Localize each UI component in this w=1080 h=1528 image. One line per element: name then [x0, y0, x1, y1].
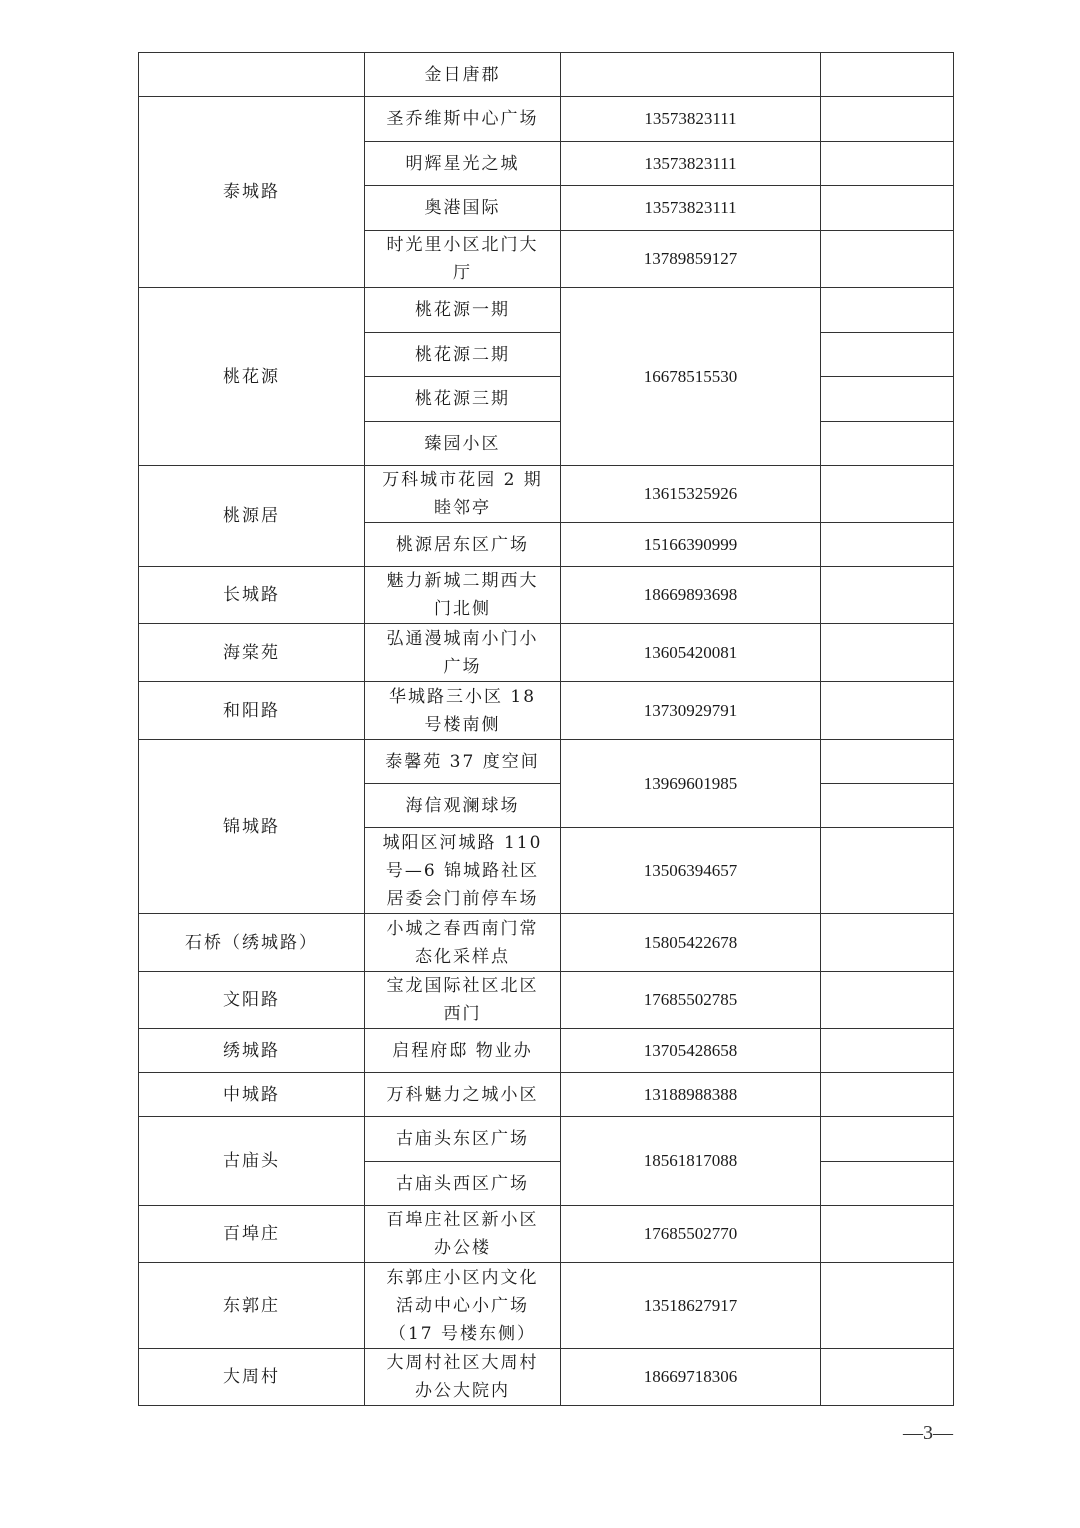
table-row — [139, 740, 954, 784]
remark-cell — [821, 624, 954, 682]
site-cell: 启程府邸 物业办 — [365, 1029, 561, 1073]
site-cell: 奥港国际 — [365, 186, 561, 231]
sampling-sites-table — [138, 52, 954, 1406]
table-row — [139, 567, 954, 624]
site-cell: 明辉星光之城 — [365, 142, 561, 186]
site-cell: 城阳区河城路 110 号—6 锦城路社区居委会门前停车场 — [365, 828, 561, 914]
phone-cell: 13615325926 — [561, 466, 821, 523]
phone-cell: 17685502785 — [561, 972, 821, 1029]
table-row — [139, 682, 954, 740]
community-cell: 大周村 — [139, 1349, 365, 1406]
site-cell: 泰馨苑 37 度空间 — [365, 740, 561, 784]
phone-cell: 13730929791 — [561, 682, 821, 740]
site-cell: 古庙头西区广场 — [365, 1162, 561, 1206]
site-cell: 东郭庄小区内文化活动中心小广场（17 号楼东侧） — [365, 1263, 561, 1349]
table-row — [139, 466, 954, 523]
remark-cell — [821, 466, 954, 523]
table-row — [139, 97, 954, 142]
remark-cell — [821, 1073, 954, 1117]
site-cell: 时光里小区北门大厅 — [365, 231, 561, 288]
table-row — [139, 1263, 954, 1349]
remark-cell — [821, 231, 954, 288]
site-cell: 小城之春西南门常态化采样点 — [365, 914, 561, 972]
remark-cell — [821, 914, 954, 972]
phone-cell: 15805422678 — [561, 914, 821, 972]
phone-cell: 13573823111 — [561, 97, 821, 142]
remark-cell — [821, 828, 954, 914]
remark-cell — [821, 1206, 954, 1263]
community-cell: 和阳路 — [139, 682, 365, 740]
table-row — [139, 53, 954, 97]
remark-cell — [821, 1029, 954, 1073]
phone-cell: 18669718306 — [561, 1349, 821, 1406]
community-cell — [139, 53, 365, 97]
site-cell: 臻园小区 — [365, 422, 561, 466]
site-cell: 华城路三小区 18 号楼南侧 — [365, 682, 561, 740]
remark-cell — [821, 97, 954, 142]
site-cell: 桃花源三期 — [365, 377, 561, 422]
site-cell: 金日唐郡 — [365, 53, 561, 97]
community-cell: 桃源居 — [139, 466, 365, 567]
site-cell: 百埠庄社区新小区办公楼 — [365, 1206, 561, 1263]
community-cell: 东郭庄 — [139, 1263, 365, 1349]
phone-cell — [561, 53, 821, 97]
site-cell: 弘通漫城南小门小广场 — [365, 624, 561, 682]
community-cell: 长城路 — [139, 567, 365, 624]
phone-cell: 13789859127 — [561, 231, 821, 288]
phone-cell: 13573823111 — [561, 142, 821, 186]
site-cell: 桃源居东区广场 — [365, 523, 561, 567]
table-row — [139, 288, 954, 333]
site-cell: 桃花源一期 — [365, 288, 561, 333]
table-row — [139, 624, 954, 682]
remark-cell — [821, 1117, 954, 1162]
site-cell: 魅力新城二期西大门北侧 — [365, 567, 561, 624]
table-row — [139, 1117, 954, 1162]
phone-cell: 13573823111 — [561, 186, 821, 231]
table-row — [139, 1206, 954, 1263]
remark-cell — [821, 1162, 954, 1206]
remark-cell — [821, 53, 954, 97]
remark-cell — [821, 288, 954, 333]
remark-cell — [821, 186, 954, 231]
remark-cell — [821, 740, 954, 784]
community-cell: 绣城路 — [139, 1029, 365, 1073]
phone-cell: 17685502770 — [561, 1206, 821, 1263]
community-cell: 海棠苑 — [139, 624, 365, 682]
site-cell: 宝龙国际社区北区西门 — [365, 972, 561, 1029]
community-cell: 百埠庄 — [139, 1206, 365, 1263]
remark-cell — [821, 784, 954, 828]
site-cell: 万科城市花园 2 期睦邻亭 — [365, 466, 561, 523]
remark-cell — [821, 422, 954, 466]
phone-cell: 13705428658 — [561, 1029, 821, 1073]
phone-cell: 13518627917 — [561, 1263, 821, 1349]
remark-cell — [821, 567, 954, 624]
remark-cell — [821, 1349, 954, 1406]
community-cell: 桃花源 — [139, 288, 365, 466]
remark-cell — [821, 523, 954, 567]
community-cell: 石桥（绣城路） — [139, 914, 365, 972]
table-row — [139, 972, 954, 1029]
table-row — [139, 914, 954, 972]
table-row — [139, 1029, 954, 1073]
phone-cell: 18669893698 — [561, 567, 821, 624]
phone-cell: 13969601985 — [561, 740, 821, 828]
remark-cell — [821, 682, 954, 740]
community-cell: 泰城路 — [139, 97, 365, 288]
site-cell: 圣乔维斯中心广场 — [365, 97, 561, 142]
remark-cell — [821, 142, 954, 186]
site-cell: 海信观澜球场 — [365, 784, 561, 828]
phone-cell: 18561817088 — [561, 1117, 821, 1206]
phone-cell: 13188988388 — [561, 1073, 821, 1117]
page-number: —3— — [903, 1422, 953, 1444]
community-cell: 古庙头 — [139, 1117, 365, 1206]
site-cell: 万科魅力之城小区 — [365, 1073, 561, 1117]
phone-cell: 15166390999 — [561, 523, 821, 567]
remark-cell — [821, 1263, 954, 1349]
table-row — [139, 1073, 954, 1117]
remark-cell — [821, 972, 954, 1029]
site-cell: 桃花源二期 — [365, 333, 561, 377]
community-cell: 文阳路 — [139, 972, 365, 1029]
table-row — [139, 1349, 954, 1406]
phone-cell: 13605420081 — [561, 624, 821, 682]
remark-cell — [821, 377, 954, 422]
site-cell: 古庙头东区广场 — [365, 1117, 561, 1162]
remark-cell — [821, 333, 954, 377]
site-cell: 大周村社区大周村办公大院内 — [365, 1349, 561, 1406]
community-cell: 中城路 — [139, 1073, 365, 1117]
phone-cell: 13506394657 — [561, 828, 821, 914]
community-cell: 锦城路 — [139, 740, 365, 914]
phone-cell: 16678515530 — [561, 288, 821, 466]
